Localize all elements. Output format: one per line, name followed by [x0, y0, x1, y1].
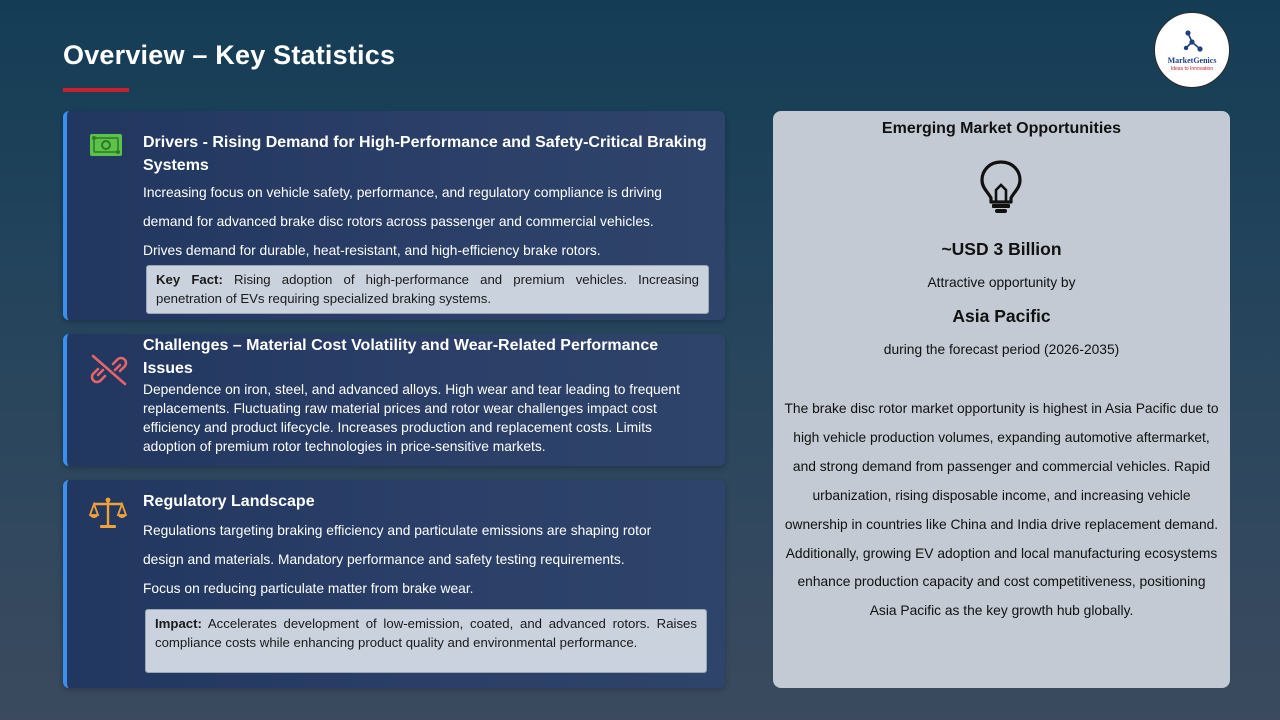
opportunity-description: The brake disc rotor market opportunity is highest in Asia Pacific due to high vehicle production volumes, expanding automotive aftermarket, and strong demand from passenger and commercial vehicles. Rapid urbanization, rising disposable income, and increasing vehicle ownership in countries like China and India drive replacement demand. Additionally, growing EV adoption and local manufacturing ecosystems enhance production capacity and cost competitiveness, positioning Asia Pacific as the key growth hub globally. — [784, 401, 1219, 619]
challenges-title: Challenges – Material Cost Volatility and Wear-Related Performance Issues — [143, 337, 659, 377]
opportunity-panel — [773, 111, 1230, 688]
lightbulb-icon — [977, 159, 1025, 220]
regulatory-line-2: design and materials. Mandatory performance and safety testing requirements. — [143, 552, 625, 567]
key-fact-box — [146, 265, 709, 314]
regulatory-body — [143, 516, 705, 603]
opportunity-value: ~USD 3 Billion — [941, 239, 1062, 259]
opportunity-title: Emerging Market Opportunities — [881, 120, 1122, 137]
money-icon — [89, 133, 123, 162]
page-title: Overview – Key Statistics — [63, 40, 396, 70]
drivers-card — [63, 111, 725, 320]
key-fact-label: Key Fact: — [156, 272, 223, 287]
regulatory-line-3: Focus on reducing particulate matter from brake wear. — [143, 581, 474, 596]
drivers-body — [143, 178, 705, 265]
key-fact-text: Rising adoption of high-performance and premium vehicles. Increasing penetration of EVs requiring specialized braking systems. — [156, 272, 699, 306]
logo-tagline: Ideas to Innovation — [1170, 66, 1214, 72]
drivers-title: Drivers - Rising Demand for High-Performance and Safety-Critical Braking Systems — [143, 134, 707, 174]
title-underline — [63, 88, 129, 92]
opportunity-subtitle: Attractive opportunity by — [927, 275, 1076, 290]
scales-icon — [89, 496, 127, 535]
drivers-line-3: Drives demand for durable, heat-resistant, and high-efficiency brake rotors. — [143, 243, 601, 258]
impact-text: Accelerates development of low-emission, coated, and advanced rotors. Raises compliance costs while enhancing product quality and environmental performance. — [155, 616, 697, 650]
opportunity-region: Asia Pacific — [952, 306, 1051, 326]
regulatory-card — [63, 480, 725, 688]
broken-link-icon — [89, 354, 129, 391]
regulatory-title: Regulatory Landscape — [143, 493, 315, 510]
drivers-line-1: Increasing focus on vehicle safety, performance, and regulatory compliance is driving — [143, 185, 662, 200]
opportunity-period: during the forecast period (2026-2035) — [883, 342, 1120, 357]
challenges-body: Dependence on iron, steel, and advanced alloys. High wear and tear leading to frequent replacements. Fluctuating raw material prices and rotor wear challenges impact cost efficiency and product lifecycle. Increases production and replacement costs. Limits adoption of premium rotor technologies in price-sensitive markets. — [143, 382, 680, 454]
logo-brand: MarketGenics — [1167, 56, 1217, 65]
impact-box — [145, 609, 707, 673]
impact-label: Impact: — [155, 616, 202, 631]
regulatory-line-1: Regulations targeting braking efficiency and particulate emissions are shaping rotor — [143, 523, 652, 538]
network-icon — [1179, 28, 1205, 54]
drivers-line-2: demand for advanced brake disc rotors across passenger and commercial vehicles. — [143, 214, 654, 229]
company-logo — [1154, 12, 1230, 88]
challenges-card — [63, 334, 725, 466]
